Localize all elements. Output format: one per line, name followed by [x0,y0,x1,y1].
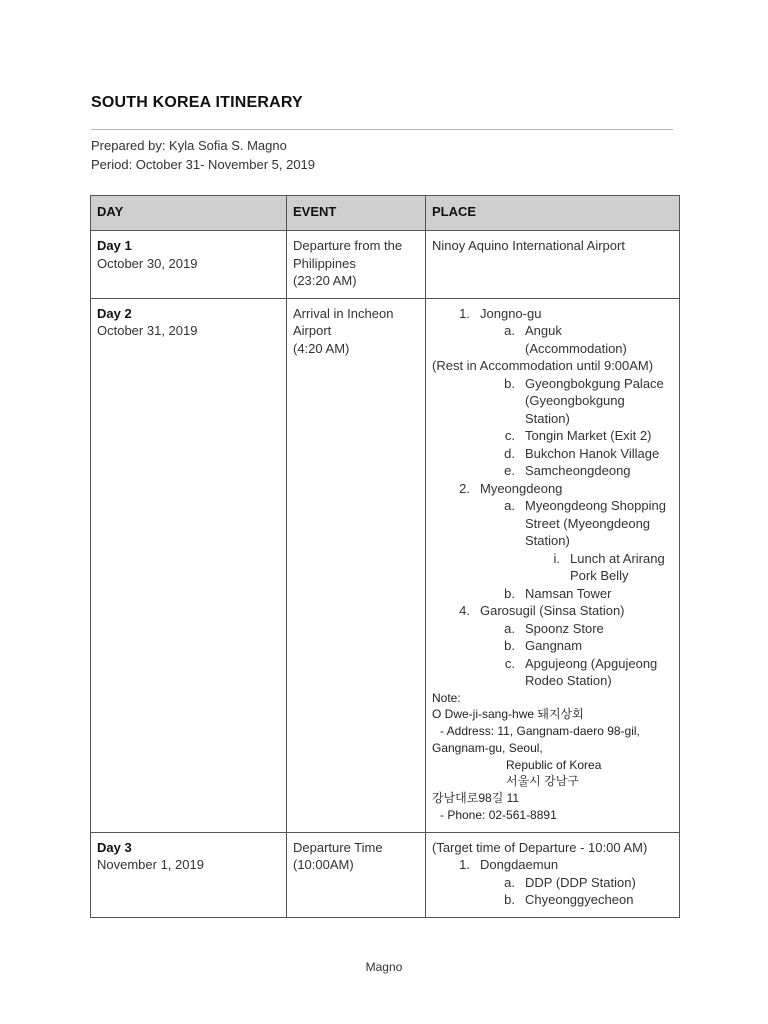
page-footer: Magno [365,960,403,974]
list-marker: i. [553,550,560,566]
list-item [432,480,673,498]
list-item-text: Spoonz Store [525,620,604,636]
list-item [432,655,673,673]
event-line: (23:20 AM) [293,273,357,288]
list-item-text: Samcheongdeong [525,463,631,478]
list-item [432,891,673,909]
list-item [432,585,673,603]
list-marker: 4. [459,603,470,618]
event-line: Philippines [293,255,356,271]
note-line: - Phone: 02-561-8891 [440,808,557,823]
day-date: October 31, 2019 [97,323,198,338]
list-item-text: Myeongdeong [480,480,563,496]
note-line: 서울시 강남구 [506,774,579,789]
header-day: DAY [91,196,287,231]
list-marker: d. [504,445,515,461]
place-line: Ninoy Aquino International Airport [432,238,625,253]
list-item [432,497,673,515]
title-divider [91,129,673,130]
list-item [432,427,673,445]
list-item [432,322,673,340]
event-line: (4:20 AM) [293,340,350,356]
list-marker: c. [504,428,515,443]
note-line: O Dwe-ji-sang-hwe 돼지상회 [432,707,584,722]
day-cell [91,231,287,299]
list-marker: a. [504,874,515,890]
list-item [432,874,673,892]
list-item-text: Bukchon Hanok Village [525,445,660,461]
header-place: PLACE [426,196,680,231]
list-item [432,375,673,393]
list-item-text: Apgujeong (Apgujeong [525,655,658,671]
list-marker: 2. [459,480,470,496]
header-event: EVENT [287,196,426,231]
list-marker: a. [504,498,515,513]
list-item-continuation: Rodeo Station) [525,673,612,688]
list-marker: a. [504,620,515,636]
day-label: Day 3 [97,839,132,855]
list-marker: c. [504,655,515,671]
table-row [91,231,680,299]
list-item-text: Namsan Tower [525,585,612,601]
place-cell [426,832,680,917]
list-item-continuation: Pork Belly [570,568,629,583]
list-item-text: DDP (DDP Station) [525,874,636,890]
place-cell [426,231,680,299]
place-cell [426,298,680,832]
list-item-continuation: (Accommodation) [525,340,627,356]
list-item [432,462,673,480]
day-date: October 30, 2019 [97,255,198,271]
list-item [432,305,673,323]
day-cell [91,832,287,917]
list-item-text: Tongin Market (Exit 2) [525,428,652,443]
table-row [91,298,680,832]
event-line: Departure from the [293,238,403,253]
day-cell [91,298,287,832]
document-title: SOUTH KOREA ITINERARY [91,94,303,111]
list-marker: b. [504,375,515,391]
list-marker: 1. [459,857,470,873]
list-item-text: Dongdaemun [480,857,559,873]
list-item-text: Gyeongbokgung Palace [525,375,664,391]
list-item-text: Gangnam [525,638,583,653]
table-row [91,832,680,917]
list-item-text: Lunch at Arirang [570,550,665,566]
list-item-text: Jongno-gu [480,305,542,321]
prepared-by: Prepared by: Kyla Sofia S. Magno [91,138,287,153]
list-marker: b. [504,585,515,601]
list-item [432,445,673,463]
list-item-text: Myeongdeong Shopping [525,498,666,513]
itinerary-table [90,195,680,918]
event-line: Arrival in Incheon [293,305,394,321]
place-line: (Rest in Accommodation until 9:00AM) [432,358,654,373]
list-marker: 1. [459,305,470,321]
event-cell [287,298,426,832]
list-item-text: Chyeonggyecheon [525,892,634,908]
list-item-text: Garosugil (Sinsa Station) [480,603,625,618]
list-marker: e. [504,463,515,478]
day-date: November 1, 2019 [97,857,204,873]
period: Period: October 31- November 5, 2019 [91,157,316,172]
list-item-continuation: Station) [525,410,570,426]
list-item [432,602,673,620]
place-line: (Target time of Departure - 10:00 AM) [432,839,648,855]
event-cell [287,231,426,299]
note-line: - Address: 11, Gangnam-daero 98-gil, [440,724,640,739]
note-heading: Note: [432,690,461,705]
note-line: Gangnam-gu, Seoul, [432,740,543,755]
list-item-text: Anguk [525,323,562,338]
note-line: Republic of Korea [506,757,602,772]
list-item [432,856,673,874]
event-line: Departure Time [293,839,383,855]
event-line: (10:00AM) [293,857,354,873]
day-label: Day 2 [97,305,132,321]
list-item-continuation: (Gyeongbokgung [525,393,625,408]
event-line: Airport [293,323,332,338]
list-marker: a. [504,323,515,338]
list-marker: b. [504,638,515,653]
list-item [432,550,673,568]
note-line: 강남대로98길 11 [432,791,520,806]
list-item [432,620,673,638]
list-item [432,637,673,655]
list-marker: b. [504,892,515,908]
event-cell [287,832,426,917]
day-label: Day 1 [97,238,132,253]
table-header-row [91,196,680,231]
list-item-continuation: Station) [525,533,570,548]
list-item-continuation: Street (Myeongdeong [525,515,651,531]
